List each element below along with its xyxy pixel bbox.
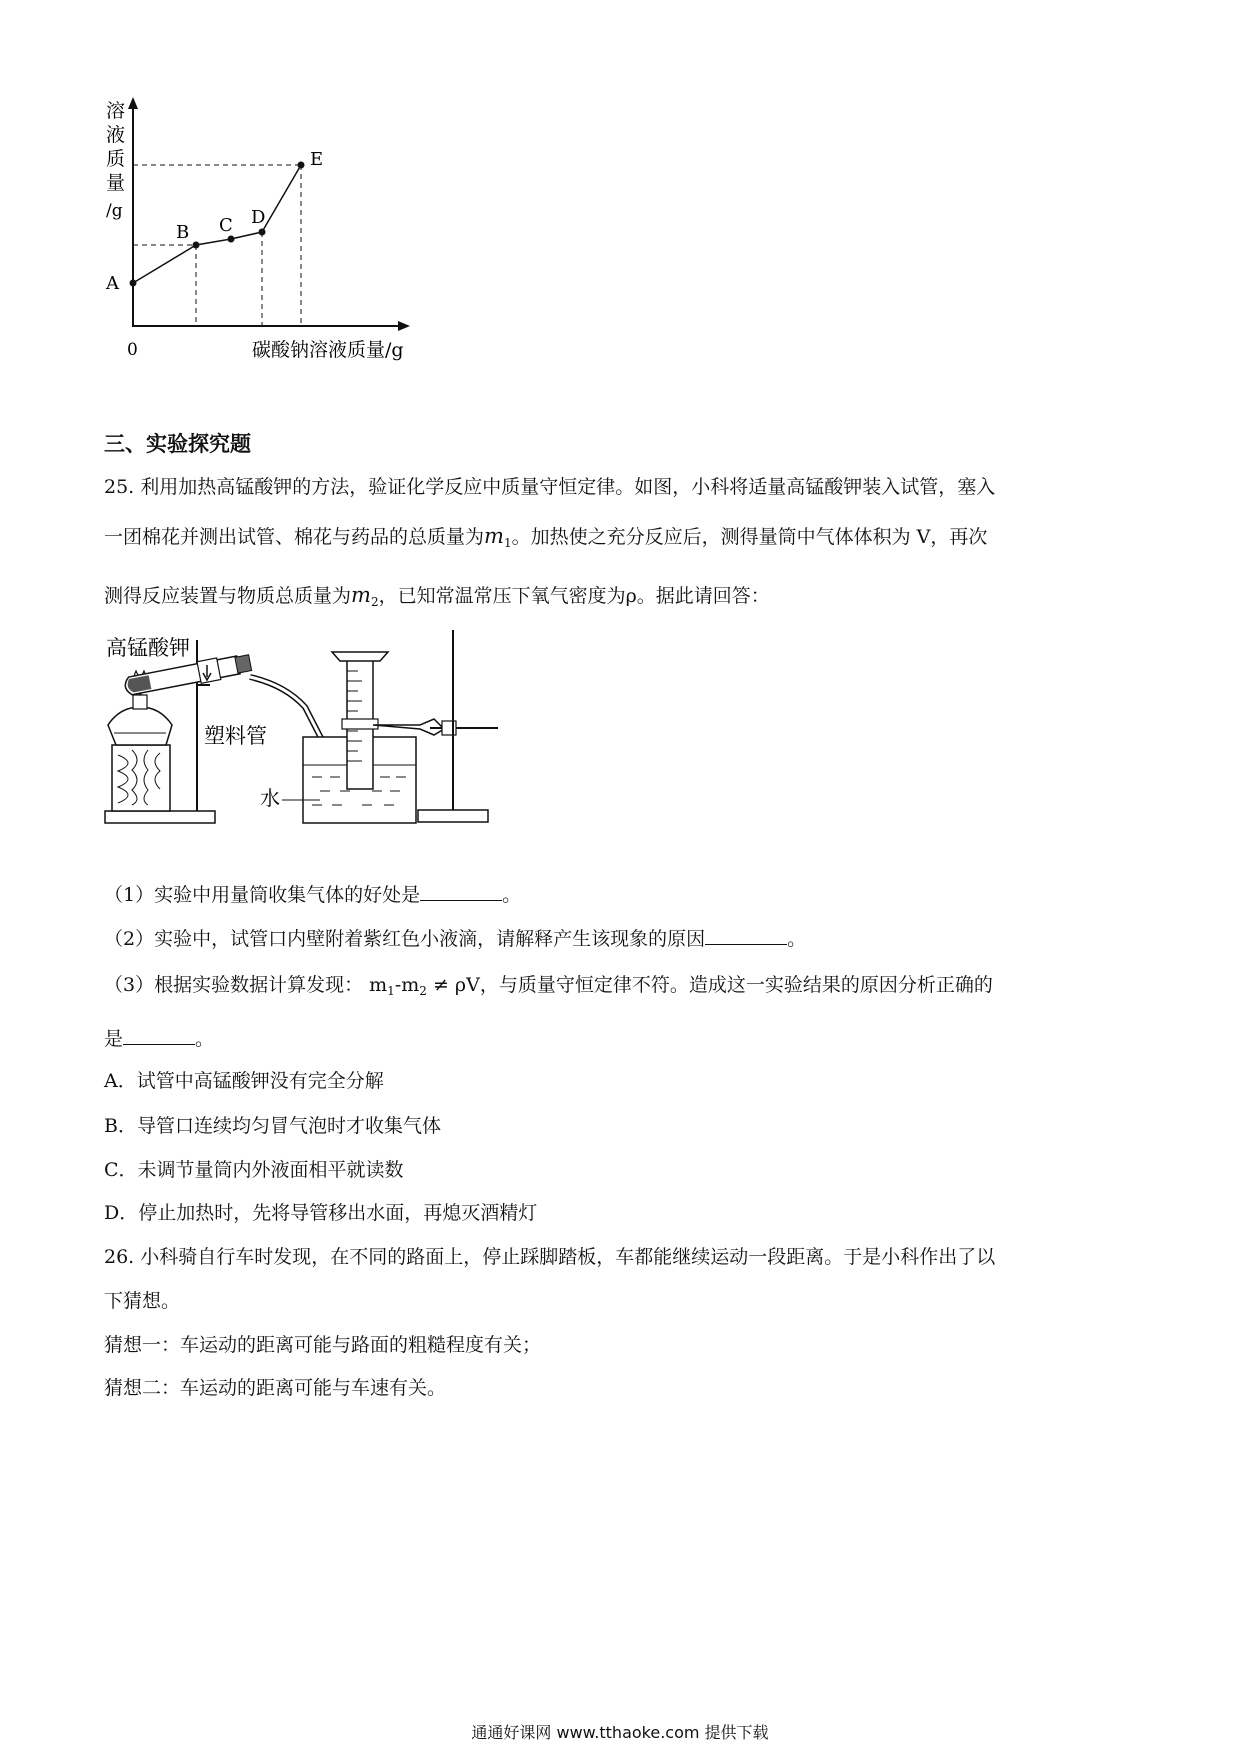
label-d: D: [251, 207, 266, 228]
q25-line1: 25. 利用加热高锰酸钾的方法，验证化学反应中质量守恒定律。如图，小科将适量高锰酸钾装入试管，塞入: [104, 476, 996, 498]
guess-2: 猜想二：车运动的距离可能与车速有关。: [104, 1377, 447, 1399]
point-b: [193, 242, 200, 249]
q3-m1-letter: m: [369, 974, 388, 996]
m2-letter: m: [351, 583, 371, 607]
y-label-char-1: 溶: [106, 100, 126, 122]
x-axis-label: 碳酸钠溶液质量/g: [252, 339, 404, 361]
q1-text: （1）实验中用量筒收集气体的好处是: [104, 884, 421, 906]
q25-line3-c: 。据此请回答：: [636, 585, 770, 607]
q25-sub2: [104, 926, 806, 951]
option-a: A．试管中高锰酸钾没有完全分解: [104, 1070, 384, 1092]
q2-text: （2）实验中，试管口内壁附着紫红色小液滴，请解释产生该现象的原因: [104, 928, 706, 950]
curve: [133, 165, 301, 283]
q3-m2-letter: m: [401, 974, 420, 996]
label-b: B: [176, 222, 190, 243]
q3-end: 。: [195, 1028, 215, 1050]
m2-symbol: [351, 583, 379, 607]
q3-answer-blank[interactable]: [123, 1026, 195, 1045]
m1-subscript: 1: [503, 536, 512, 550]
right-stand-base: [418, 810, 488, 822]
q26-line1: 26. 小科骑自行车时发现，在不同的路面上，停止踩脚踏板，车都能继续运动一段距离。于是小科作出了以: [104, 1246, 996, 1268]
q1-end: 。: [502, 884, 522, 906]
rho-symbol: ρ: [625, 585, 637, 607]
label-a: A: [106, 273, 119, 294]
guess-1: 猜想一：车运动的距离可能与路面的粗糙程度有关；: [104, 1334, 542, 1356]
q26-line2: 下猜想。: [104, 1290, 181, 1312]
y-label-char-4: 量: [106, 172, 126, 194]
q3-line2: 是: [104, 1028, 124, 1050]
q25-line3-a: 测得反应装置与物质总质量为: [104, 585, 352, 607]
q25-line2-a: 一团棉花并测出试管、棉花与药品的总质量为: [104, 526, 485, 548]
q3-m1-sub: 1: [387, 984, 395, 998]
q3-formula: $m_1-m_2 \ne \rho V$: [369, 974, 480, 998]
q3-text-a: （3）根据实验数据计算发现：: [104, 974, 364, 996]
label-plastic-tube: 塑料管: [204, 724, 267, 748]
q25-line3-b: ，已知常温常压下氧气密度为: [378, 585, 626, 607]
q25-sub3: [104, 974, 993, 998]
q25-line3: [104, 583, 770, 609]
q3-m2-sub: 2: [419, 984, 427, 998]
y-unit: /g: [106, 201, 123, 221]
m2-subscript: 2: [370, 595, 379, 609]
m1-letter: m: [484, 524, 504, 548]
point-e: [298, 162, 305, 169]
option-c: C．未调节量筒内外液面相平就读数: [104, 1159, 404, 1181]
q25-line2-b: 。加热使之充分反应后，测得量筒中气体体积为 V，再次: [511, 526, 988, 548]
q25-sub3-line2: [104, 1026, 214, 1051]
q25-sub1: [104, 882, 521, 907]
section-title: 三、实验探究题: [104, 432, 251, 456]
q2-answer-blank[interactable]: [705, 926, 787, 945]
apparatus-diagram: [100, 625, 510, 835]
m1-symbol: [484, 524, 512, 548]
q3-text-b: ，与质量守恒定律不符。造成这一实验结果的原因分析正确的: [479, 974, 993, 996]
x-axis-arrow: [398, 321, 410, 331]
label-e: E: [310, 149, 324, 170]
alcohol-lamp: [108, 707, 172, 745]
y-label-char-3: 质: [106, 148, 126, 170]
label-water: 水: [260, 786, 280, 810]
point-d: [259, 229, 266, 236]
option-d: D．停止加热时，先将导管移出水面，再熄灭酒精灯: [104, 1202, 538, 1224]
option-b: B．导管口连续均匀冒气泡时才收集气体: [104, 1115, 441, 1137]
y-label-char-2: 液: [106, 124, 126, 146]
q1-answer-blank[interactable]: [420, 882, 502, 901]
label-c: C: [219, 215, 233, 236]
q3-formula-rest: ≠ ρV: [432, 974, 480, 996]
page-footer: 通通好课网 www.tthaoke.com 提供下载: [471, 1723, 769, 1742]
q25-line2: [104, 524, 987, 550]
wooden-block: [112, 745, 170, 811]
origin-label: 0: [127, 340, 138, 360]
left-stand-base: [105, 811, 215, 823]
solution-mass-graph: [100, 95, 460, 415]
point-a: [130, 280, 137, 287]
label-kmno4: 高锰酸钾: [106, 636, 190, 660]
y-axis-arrow: [128, 97, 138, 109]
q2-end: 。: [787, 928, 807, 950]
point-c: [228, 236, 235, 243]
